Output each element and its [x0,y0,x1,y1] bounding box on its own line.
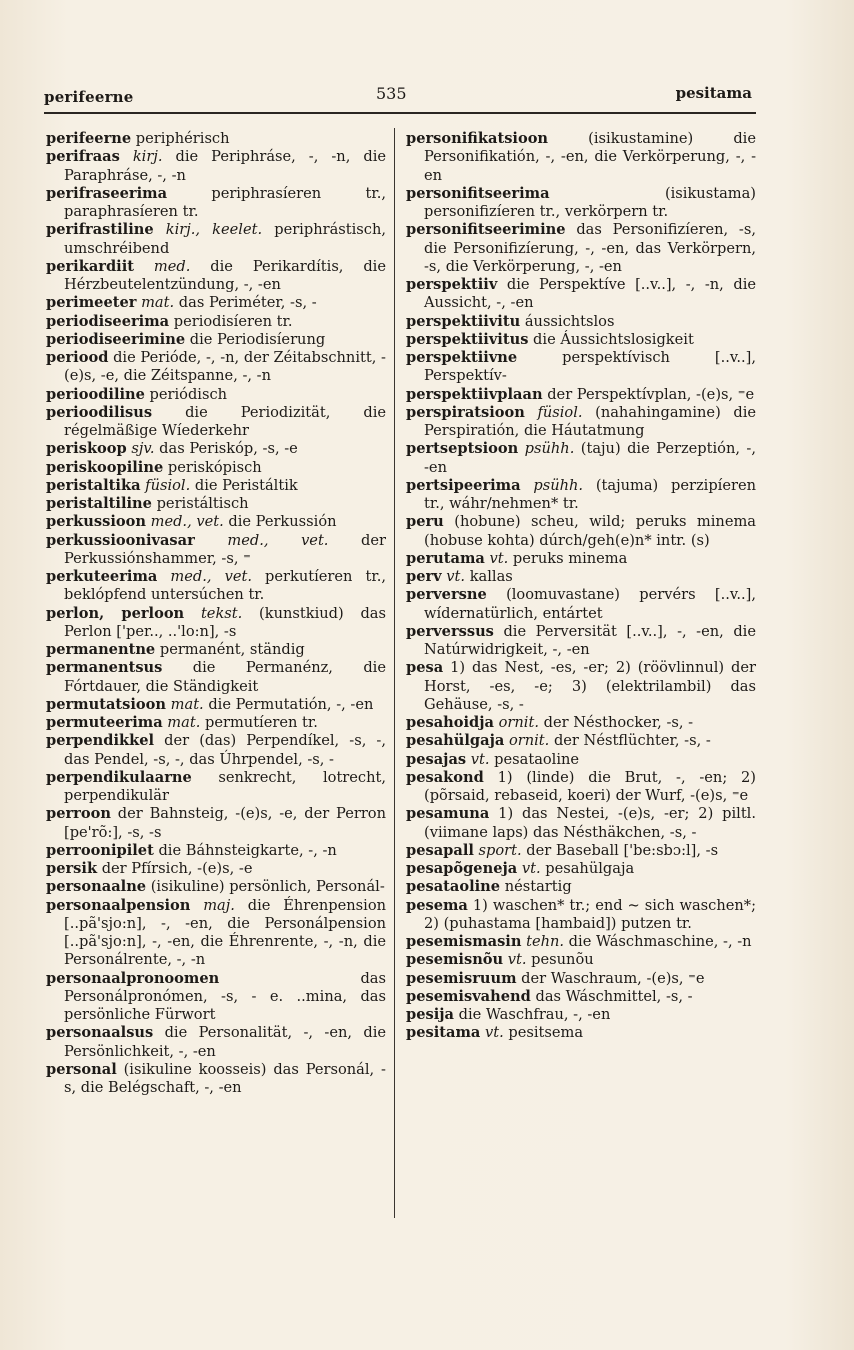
dictionary-entry [46,714,386,732]
entry-label: med. [134,257,191,275]
entry-definition: periskópisch [163,458,262,476]
entry-definition: senkrecht, lotrecht, perpendikulär [64,768,386,804]
dictionary-entry [46,605,386,642]
dictionary-entry [406,623,756,660]
entry-definition: die Perkussión [223,513,337,531]
column-divider [394,128,395,1218]
entry-headword: perspektiivplaan [406,385,543,403]
header-guide-word-right: pesitama [675,84,752,102]
entry-label: füsiol. [140,476,191,494]
entry-definition: die Personalität, -, -en, die Persönlichkeit, -, -en [64,1024,386,1060]
entry-label: ornit. [494,714,539,731]
entry-definition: periódisch [144,385,228,403]
entry-definition: das Periskóp, -s, -e [154,440,298,458]
entry-headword: perioodilisus [46,403,153,421]
entry-headword: perspektiivitu [406,312,521,330]
entry-headword: personaalpension [46,896,191,914]
dictionary-entry [406,751,756,769]
dictionary-entry [46,659,386,696]
entry-definition: das Periméter, -s, - [174,294,317,312]
entry-definition: perkutíeren tr., beklópfend untersúchen tr. [64,568,386,604]
entry-definition: (kunstkiud) das Perlon ['per.., ..'lo:n], -s [64,604,386,640]
entry-headword: permutatsioon [46,695,167,713]
entry-headword: periodiseerima [46,312,170,330]
entry-definition: der Bahnsteig, -(e)s, -e, der Perron [pe'rõ:], -s, -s [64,805,386,841]
entry-headword: pesahoidja [406,714,494,731]
entry-headword: pesapõgeneja [406,860,518,877]
entry-label: psühh. [518,440,575,458]
entry-definition: der Néstflüchter, -s, - [549,732,711,750]
entry-definition: (isikustama) personifizíeren tr., verkörpern tr. [424,184,756,220]
entry-label: füsiol. [524,403,583,421]
dictionary-entry [46,860,386,878]
entry-headword: perutama [406,549,485,567]
entry-headword: permanentne [46,641,156,658]
entry-label: vt. [484,549,509,567]
entry-definition: (loomuvastane) pervérs [..v..], wídernatürlich, entártet [424,586,756,622]
entry-headword: perkuteerima [46,568,158,585]
dictionary-entry [46,185,386,222]
entry-definition: die Periphráse, -, -n, die Paraphráse, -, -n [64,148,387,184]
dictionary-entry [46,148,386,185]
entry-label: vt. [480,1024,504,1042]
entry-headword: peristaltika [46,476,141,494]
entry-headword: personaalsus [46,1024,154,1042]
entry-headword: pesahülgaja [406,732,505,750]
entry-label: mat. [166,695,204,713]
entry-headword: periskoop [46,440,127,458]
entry-definition: die Perspektíve [..v..], -, -n, die Aussicht, -, -en [424,276,756,312]
entry-headword: perspektiivitus [406,330,529,348]
dictionary-entry [406,185,756,222]
entry-headword: periodiseerimine [46,330,186,348]
dictionary-entry [406,550,756,568]
entry-headword: personal [46,1060,117,1078]
entry-definition: (hobune) scheu, wild; peruks minema (hobuse kohta) dúrch/geh(e)n* intr. (s) [424,513,756,549]
entry-headword: permuteerima [46,714,163,731]
entry-definition: die Éhrenpension [..pã'sjo:n], -, -en, die Personálpension [..pã'sjo:n], -, -en, die Éhrenrente, -, -n, die Personálrente, -, -n [64,896,386,969]
entry-headword: perroonipilet [46,841,154,859]
entry-definition: (tajuma) perzipíeren tr., wáhr/nehmen* tr. [424,476,756,512]
entry-headword: personifikatsioon [406,130,549,147]
entry-definition: perspektívisch [..v..], Perspektív- [424,349,756,385]
entry-label: psühh. [520,476,584,494]
dictionary-entry [46,258,386,295]
entry-definition: 1) das Nest, -es, -er; 2) (röövlinnul) der Horst, -es, -e; 3) (elektrilambil) das Gehäuse, -s, - [424,659,756,713]
entry-headword: periskoopiline [46,458,164,476]
dictionary-entry [406,386,756,404]
entry-headword: perv [406,568,442,585]
entry-headword: periood [46,349,109,366]
entry-label: med., vet. [194,531,329,549]
entry-definition: 1) das Nestei, -(e)s, -er; 2) piltl. (viimane laps) das Nésthäkchen, -s, - [424,805,756,841]
entry-definition: 1) waschen* tr.; end ~ sich waschen*; 2) (puhastama [hambaid]) putzen tr. [424,896,756,932]
dictionary-entry [46,1024,386,1061]
entry-headword: perspektiiv [406,276,498,293]
entry-headword: perspiratsioon [406,403,525,421]
entry-definition: (taju) die Perzeptión, -, -en [424,440,756,476]
entry-headword: perverssus [406,622,494,640]
entry-label: maj. [190,896,235,914]
dictionary-entry [406,513,756,550]
entry-definition: áussichtslos [520,312,615,330]
entry-headword: persik [46,860,98,877]
entry-definition: permanént, ständig [155,641,305,658]
entry-definition: die Waschfrau, -, -en [454,1006,611,1023]
entry-definition: der Pfírsich, -(e)s, -e [97,860,253,877]
entry-definition: der Perspektívplan, -(e)s, ⁼e [542,385,755,403]
dictionary-entry [406,440,756,477]
entry-definition: (isikuline koosseis) das Personál, -s, die Belégschaft, -, -en [64,1060,386,1096]
dictionary-entry [46,696,386,714]
entry-headword: perlon, perloon [46,604,185,622]
entry-headword: pesataoline [406,878,501,896]
entry-headword: pesemisruum [406,969,517,987]
dictionary-entry [406,404,756,441]
entry-headword: pesapall [406,841,474,859]
dictionary-entry [46,878,386,896]
entry-headword: pesemisnõu [406,951,504,969]
dictionary-entry [46,440,386,458]
header-rule [44,112,756,114]
entry-definition: der Waschraum, -(e)s, ⁼e [516,969,705,987]
entry-definition: periphrasíeren tr., paraphrasíeren tr. [64,184,386,220]
dictionary-entry [46,294,386,312]
entry-definition: die Permutatión, -, -en [203,695,374,713]
dictionary-entry [46,331,386,349]
entry-headword: pertseptsioon [406,440,519,458]
entry-label: kirj. [119,148,163,166]
entry-headword: pesajas [406,750,467,768]
entry-headword: personaalne [46,878,147,896]
entry-headword: pesema [406,896,468,914]
entry-headword: pesakond [406,768,484,786]
dictionary-entry [46,897,386,970]
dictionary-entry [406,313,756,331]
page-number: 535 [376,84,407,103]
dictionary-entry [46,805,386,842]
entry-headword: perifrastiline [46,221,154,239]
dictionary-entry [46,842,386,860]
entry-definition: periphérisch [131,130,230,147]
entry-headword: perversne [406,586,487,604]
entry-headword: pesija [406,1006,454,1023]
entry-headword: personifitseerimine [406,221,566,239]
entry-headword: pertsipeerima [406,476,521,494]
dictionary-entry [406,897,756,934]
dictionary-entry [46,130,386,148]
dictionary-entry [46,386,386,404]
dictionary-entry [46,732,386,769]
entry-definition: permutíeren tr. [200,714,318,731]
dictionary-entry [46,349,386,386]
entry-label: vt. [466,750,490,768]
dictionary-entry [46,221,386,258]
dictionary-entry [406,805,756,842]
entry-definition: (isikustamine) die Personifikatión, -, -en, die Verkörperung, -, -en [424,130,756,184]
entry-headword: personifitseerima [406,184,550,202]
dictionary-entry [46,641,386,659]
dictionary-entry [46,495,386,513]
dictionary-entry [406,970,756,988]
entry-definition: die Báhnsteigkarte, -, -n [153,841,337,859]
entry-label: sport. [473,841,522,859]
dictionary-entry [46,532,386,569]
dictionary-entry [406,568,756,586]
dictionary-entry [406,586,756,623]
entry-definition: das Personálpronómen, -s, - e. ..mina, das persönliche Fürwort [64,969,386,1023]
entry-headword: perifeerne [46,130,132,147]
entry-definition: die Peristáltik [190,476,298,494]
dictionary-entry [46,1061,386,1098]
entry-headword: perikardiit [46,257,135,275]
dictionary-entry [46,568,386,605]
entry-headword: permanentsus [46,659,163,677]
dictionary-entry [406,276,756,313]
entry-definition: pesahülgaja [540,860,635,877]
dictionary-entry [46,404,386,441]
dictionary-entry [406,221,756,276]
entry-headword: peru [406,513,444,531]
dictionary-entry [46,313,386,331]
dictionary-entry [406,933,756,951]
entry-headword: perkussioon [46,513,146,531]
entry-headword: perimeeter [46,294,137,312]
entry-definition: die Perióde, -, -n, der Zéitabschnitt, -(e)s, -e, die Zéitspanne, -, -n [64,349,386,385]
entry-headword: perpendikulaarne [46,768,192,786]
entry-definition: der Nésthocker, -s, - [538,714,694,731]
dictionary-entry [406,714,756,732]
entry-definition: periodisíeren tr. [169,312,293,330]
entry-definition: (nahahingamine) die Perspiratión, die Háutatmung [424,403,756,439]
entry-definition: peruks minema [508,549,628,567]
entry-headword: perifraas [46,148,120,166]
entry-definition: die Permanénz, die Fórtdauer, die Ständigkeit [64,659,386,695]
entry-headword: personaalpronoomen [46,969,220,987]
dictionary-entry [406,951,756,969]
entry-label: mat. [162,714,201,731]
dictionary-entry [406,1024,756,1042]
left-column [46,130,386,1097]
entry-headword: perifraseerima [46,184,168,202]
entry-label: kirj., keelet. [153,221,263,239]
dictionary-entry [406,349,756,386]
entry-definition: das Wáschmittel, -s, - [530,987,693,1005]
entry-label: tehn. [521,933,565,950]
entry-label: tekst. [184,604,243,622]
dictionary-entry [46,477,386,495]
entry-definition: der Perkussiónshammer, -s, ⁼ [64,531,386,567]
entry-definition: die Áussichtslosigkeit [528,330,694,348]
entry-definition: das Personifizíeren, -s, die Personifizíerung, -, -en, das Verkörpern, -s, die Verkörperung, -, -en [424,221,756,275]
page-header [44,84,752,112]
entry-definition: die Wáschmaschine, -, -n [564,933,752,950]
dictionary-entry [406,988,756,1006]
entry-definition: periphrástisch, umschréibend [64,221,386,257]
entry-headword: perpendikkel [46,732,155,750]
entry-definition: pesitsema [503,1024,584,1042]
entry-definition: néstartig [500,878,572,896]
entry-headword: perspektiivne [406,349,518,366]
entry-definition: der Baseball ['be:sbɔ:l], -s [521,841,719,859]
entry-definition: kallas [465,568,513,585]
dictionary-entry [406,878,756,896]
entry-headword: perroon [46,805,111,823]
entry-label: mat. [136,294,175,312]
entry-headword: pesamuna [406,805,490,823]
header-guide-word-left: perifeerne [44,88,134,106]
entry-definition: 1) (linde) die Brut, -, -en; 2) (põrsaid, rebaseid, koeri) der Wurf, -(e)s, ⁼e [424,768,756,804]
dictionary-entry [406,477,756,514]
entry-label: med., vet. [145,513,224,531]
entry-label: ornit. [504,732,550,750]
dictionary-entry [406,1006,756,1024]
entry-definition: die Perikardítis, die Hérzbeutelentzündung, -, -en [64,257,386,293]
entry-label: vt. [517,860,541,877]
entry-definition: die Perversität [..v..], -, -en, die Natúrwidrigkeit, -, -en [424,622,756,658]
dictionary-entry [406,130,756,185]
entry-definition: der (das) Perpendíkel, -s, -, das Pendel, -s, -, das Úhrpendel, -s, - [64,732,386,768]
dictionary-entry [406,860,756,878]
entry-definition: pesunõu [526,951,594,969]
dictionary-entry [406,842,756,860]
entry-label: vt. [441,568,466,585]
entry-headword: pesemismasin [406,933,522,950]
dictionary-entry [46,513,386,531]
entry-headword: pesitama [406,1024,481,1042]
dictionary-entry [46,459,386,477]
dictionary-entry [406,331,756,349]
dictionary-entry [406,732,756,750]
entry-headword: peristaltiline [46,495,152,512]
dictionary-entry [46,970,386,1025]
entry-headword: pesemisvahend [406,987,531,1005]
entry-headword: perkussioonivasar [46,531,195,549]
entry-definition: peristáltisch [151,495,249,512]
right-column [406,130,756,1043]
entry-headword: pesa [406,659,444,677]
entry-label: sjv. [126,440,155,458]
entry-definition: pesataoline [489,750,580,768]
entry-label: med., vet. [157,568,252,585]
entry-definition: (isikuline) persönlich, Personál- [146,878,385,896]
entry-headword: perioodiline [46,385,145,403]
dictionary-entry [46,769,386,806]
entry-definition: die Periodizität, die régelmäßige Wíederkehr [64,403,386,439]
entry-definition: die Periodisíerung [185,330,326,348]
dictionary-entry [406,769,756,806]
dictionary-entry [406,659,756,714]
entry-label: vt. [503,951,527,969]
